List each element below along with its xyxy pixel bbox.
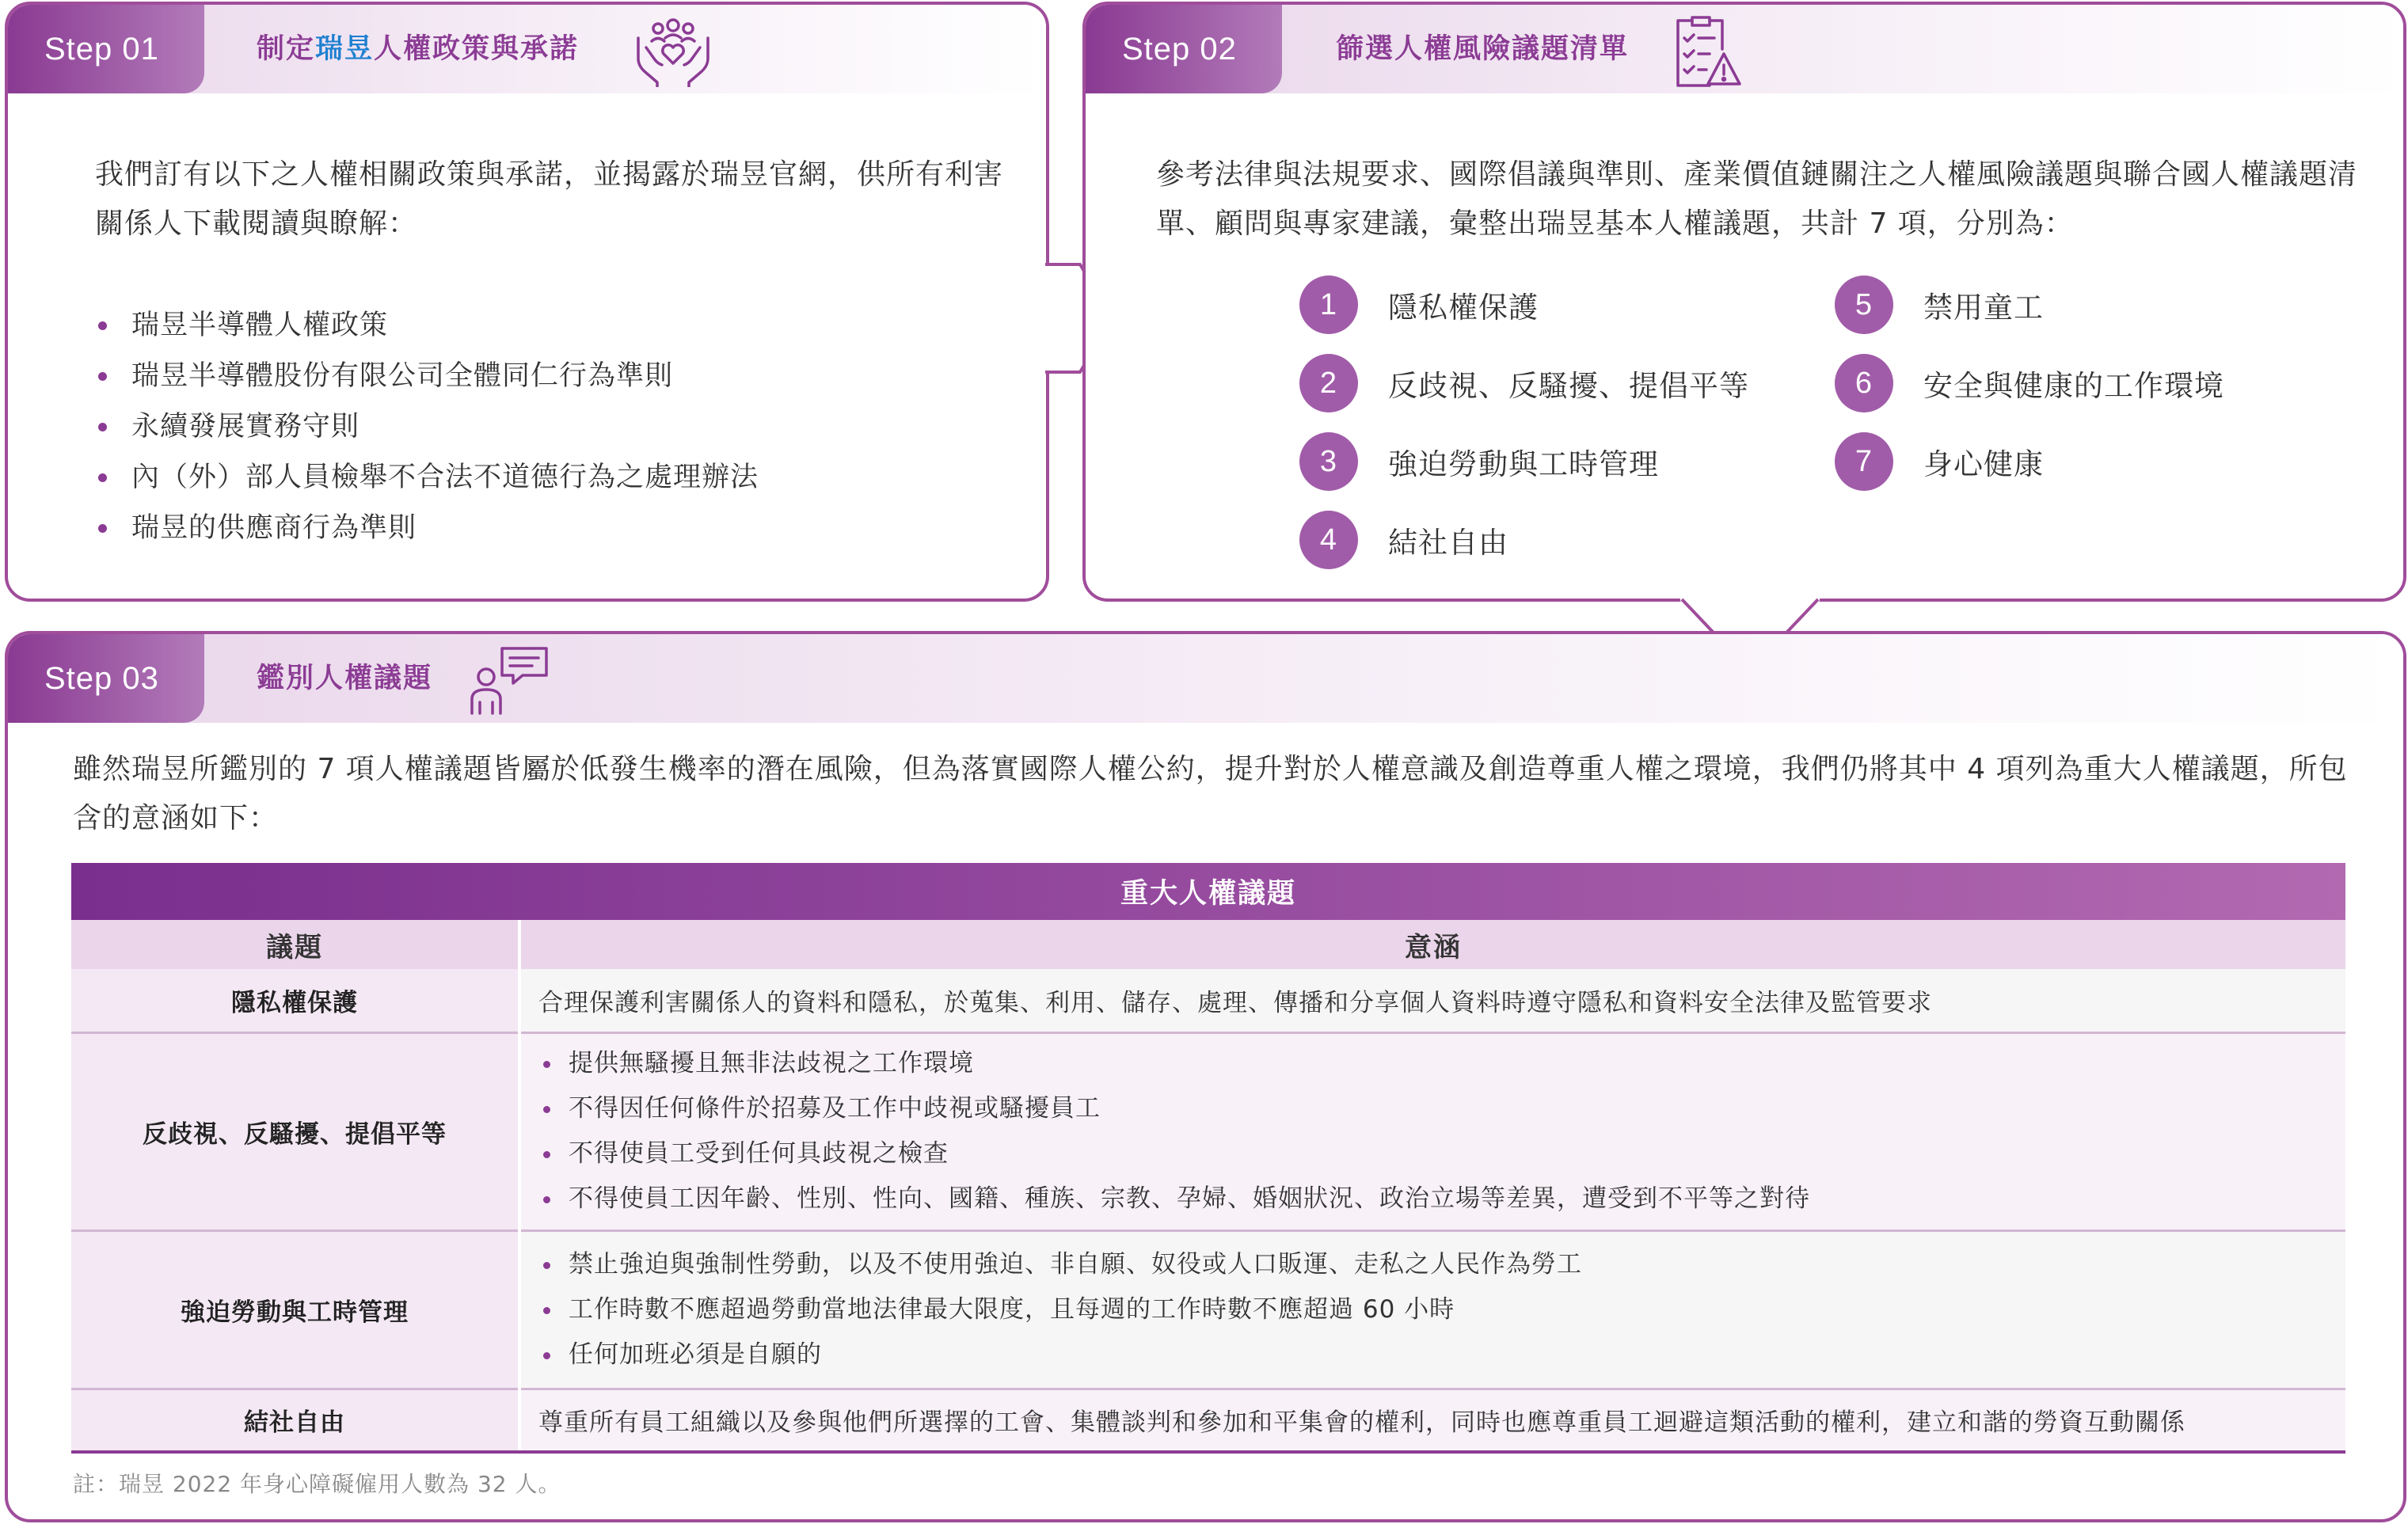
issue-label: 身心健康 [1923, 447, 2044, 481]
issue-item-1 [1299, 276, 1539, 334]
list-item: 永續發展實務守則 [95, 401, 759, 452]
issue-item-7 [1835, 432, 2044, 491]
step1-title-pre: 制定 [257, 33, 316, 65]
step2-intro: 參考法律與法規要求、國際倡議與準則、產業價值鏈關注之人權風險議題與聯合國人權議題清單、顧問與專家建議，彙整出瑞昱基本人權議題，共計 7 項，分別為： [1156, 158, 2358, 240]
step1-title [257, 5, 579, 93]
issue-item-4 [1299, 511, 1508, 569]
step3-intro: 雖然瑞昱所鑑別的 7 項人權議題皆屬於低發生機率的潛在風險，但為落實國際人權公約，提升對於人權意識及創造尊重人權之環境，我們仍將其中 4 項列為重大人權議題，所包含的意涵如下： [73, 753, 2348, 834]
issue-number: 1 [1299, 276, 1358, 334]
hands-heart-people-icon [632, 14, 714, 90]
list-item: 瑞昱半導體股份有限公司全體同仁行為準則 [95, 351, 759, 401]
step3-panel [5, 631, 2406, 1522]
issue-item-3 [1299, 432, 1659, 491]
list-item: 瑞昱半導體人權政策 [95, 300, 759, 351]
issue-item-2 [1299, 354, 1749, 412]
column-header-issue: 議題 [71, 920, 519, 969]
list-item: 提供無騷擾且無非法歧視之工作環境 [538, 1041, 2345, 1086]
issue-number: 3 [1299, 432, 1358, 491]
table-row [71, 1032, 2345, 1230]
issue-number: 2 [1299, 354, 1358, 412]
step3-tab: Step 03 [8, 634, 204, 723]
step1-panel [5, 2, 1049, 602]
row-meaning [519, 1032, 2345, 1230]
issue-number: 6 [1835, 354, 1893, 412]
issue-label: 禁用童工 [1923, 291, 2044, 325]
list-item: 工作時數不應超過勞動當地法律最大限度，且每週的工作時數不應超過 60 小時 [538, 1287, 2345, 1332]
issue-item-5 [1835, 276, 2044, 334]
issue-number: 4 [1299, 511, 1358, 569]
issue-item-6 [1835, 354, 2224, 412]
step3-title: 鑑別人權議題 [257, 663, 433, 694]
step1-title-highlight: 瑞昱 [315, 33, 375, 65]
step2-title: 篩選人權風險議題清單 [1336, 33, 1630, 65]
list-item: 禁止強迫與強制性勞動，以及不使用強迫、非自願、奴役或人口販運、走私之人民作為勞工 [538, 1242, 2345, 1287]
list-item: 不得使員工受到任何具歧視之檢查 [538, 1131, 2345, 1176]
row-issue: 隱私權保護 [71, 969, 519, 1032]
row-meaning [519, 1230, 2345, 1389]
list-item: 內（外）部人員檢舉不合法不道德行為之處理辦法 [95, 452, 759, 503]
issue-label: 隱私權保護 [1388, 291, 1539, 325]
table-row [71, 969, 2345, 1032]
issue-label: 強迫勞動與工時管理 [1388, 447, 1659, 481]
checklist-warning-icon [1672, 14, 1741, 92]
table-title: 重大人權議題 [71, 863, 2345, 920]
step1-tab: Step 01 [8, 5, 204, 93]
list-item: 不得因任何條件於招募及工作中歧視或騷擾員工 [538, 1086, 2345, 1131]
step2-header [1086, 5, 2403, 93]
list-item: 任何加班必須是自願的 [538, 1332, 2345, 1378]
step2-panel [1082, 2, 2406, 602]
row-issue: 反歧視、反騷擾、提倡平等 [71, 1032, 519, 1230]
step1-policy-list [95, 300, 759, 553]
footnote: 註：瑞昱 2022 年身心障礙僱用人數為 32 人。 [73, 1471, 561, 1497]
step1-intro: 我們訂有以下之人權相關政策與承諾，並揭露於瑞昱官網，供所有利害關係人下載閱讀與瞭解： [95, 158, 1004, 240]
human-rights-table [71, 863, 2345, 1454]
row-meaning: 合理保護利害關係人的資料和隱私，於蒐集、利用、儲存、處理、傳播和分享個人資料時遵守隱私和資料安全法律及監管要求 [519, 969, 2345, 1032]
row-meaning: 尊重所有員工組織以及參與他們所選擇的工會、集體談判和參加和平集會的權利，同時也應尊重員工迴避這類活動的權利，建立和諧的勞資互動關係 [519, 1389, 2345, 1452]
step2-tab: Step 02 [1086, 5, 1282, 93]
column-header-meaning: 意涵 [519, 920, 2345, 969]
issue-number: 7 [1835, 432, 1893, 491]
issue-label: 反歧視、反騷擾、提倡平等 [1388, 369, 1749, 403]
issue-number: 5 [1835, 276, 1893, 334]
table-row [71, 1230, 2345, 1389]
issue-label: 安全與健康的工作環境 [1923, 369, 2224, 403]
row-issue: 強迫勞動與工時管理 [71, 1230, 519, 1389]
issue-label: 結社自由 [1388, 526, 1508, 560]
list-item: 瑞昱的供應商行為準則 [95, 503, 759, 553]
list-item: 不得使員工因年齡、性別、性向、國籍、種族、宗教、孕婦、婚姻狀況、政治立場等差異，遭受到不平等之對待 [538, 1176, 2345, 1222]
row-issue: 結社自由 [71, 1389, 519, 1452]
step1-title-post: 人權政策與承諾 [374, 33, 580, 65]
person-speech-bubble-icon [469, 645, 551, 720]
table-row [71, 1389, 2345, 1452]
